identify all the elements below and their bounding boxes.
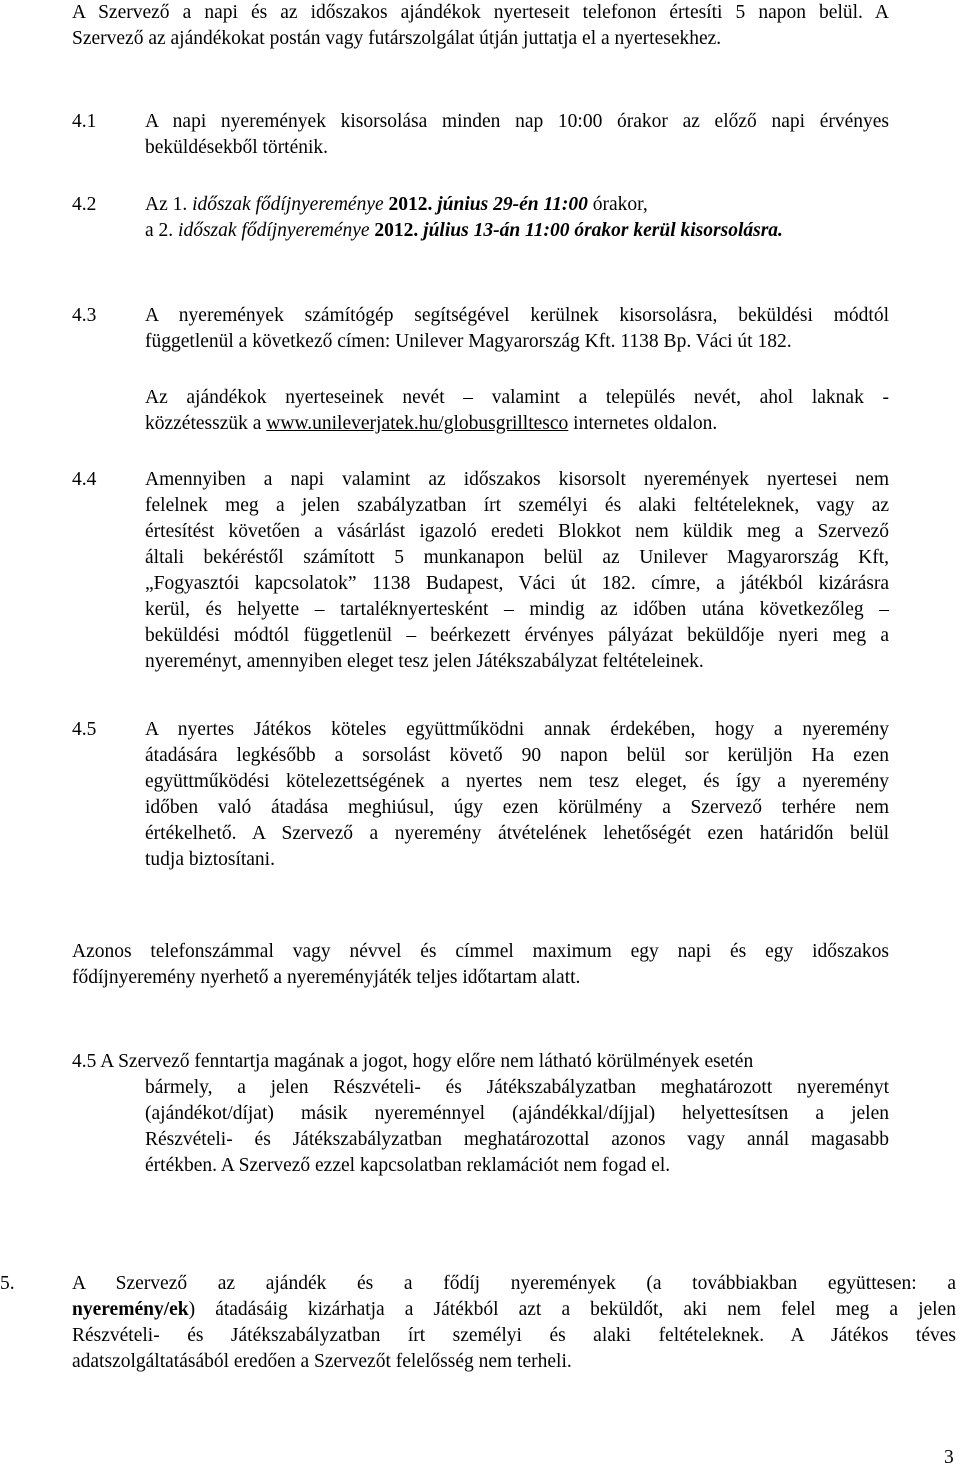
text-run: órakor,: [587, 194, 648, 215]
section-line: [72, 1049, 889, 1075]
text-run: június 29-én 11:00: [437, 194, 588, 215]
section-4-4: [145, 467, 889, 675]
section-line: adatszolgáltatásából eredően a Szervezőt felelősség nem terheli.: [72, 1351, 572, 1372]
section-line: együttműködési kötelezettségének a nyertes nem tesz eleget, és így a nyeremény: [145, 771, 889, 792]
section-line: függetlenül a következő címen: Unilever Magyarország Kft. 1138 Bp. Váci út 182.: [145, 331, 792, 352]
section-4-3-continued: [145, 385, 889, 437]
section-4-5-second-body: [145, 1075, 889, 1179]
section-line: Részvételi- és Játékszabályzatban írt személyi és alaki feltételeknek. A Játékos téves: [72, 1325, 956, 1346]
text-run: Az 1.: [145, 194, 193, 215]
section-line: [145, 411, 889, 437]
section-line: beküldésekből történik.: [145, 137, 329, 158]
section-line: A nyertes Játékos köteles együttműködni annak érdekében, hogy a nyeremény: [145, 719, 889, 740]
section-line: értesítést követően a vásárlást igazoló eredeti Blokkot nem küldik meg a Szervező: [145, 521, 889, 542]
section-number: 4.3: [72, 305, 97, 326]
text-run: 2012.: [374, 220, 424, 241]
section-line: tudja biztosítani.: [145, 849, 275, 870]
section-4-5: [145, 717, 889, 873]
section-line: időben való átadása meghiúsul, úgy ezen körülmény a Szervező terhére nem: [145, 797, 889, 818]
intro-paragraph: [72, 0, 889, 52]
text-run: A Szervező fenntartja magának a jogot, hogy előre nem látható körülmények esetén: [100, 1051, 754, 1072]
text-run: 2012.: [388, 194, 438, 215]
section-line: nyereményt, amennyiben eleget tesz jelen Játékszabályzat feltételeinek.: [145, 651, 704, 672]
section-line: „Fogyasztói kapcsolatok” 1138 Budapest, Váci út 182. címre, a játékból kizárásra: [145, 573, 889, 594]
section-number: 4.2: [72, 194, 97, 215]
text-run: ) átadásáig kizárhatja a Játékból azt a beküldőt, aki nem felel meg a jelen: [188, 1299, 956, 1320]
section-line: Amennyiben a napi valamint az időszakos kisorsolt nyeremények nyertesei nem: [145, 469, 889, 490]
section-4-5-second: [72, 1049, 889, 1075]
website-link[interactable]: www.unileverjatek.hu/globusgrilltesco: [266, 413, 569, 434]
section-line: A Szervező az ajándék és a fődíj nyeremények (a továbbiakban együttesen: a: [72, 1273, 956, 1294]
section-line: általi bekéréstől számított 5 munkanapon belül az Unilever Magyarország Kft,: [145, 547, 889, 568]
paragraph-line: Azonos telefonszámmal vagy névvel és címmel maximum egy napi és egy időszakos: [72, 941, 889, 962]
section-line: kerül, és helyette – tartaléknyertesként – mindig az időben utána következőleg –: [145, 599, 889, 620]
section-5: [72, 1271, 956, 1375]
azonos-paragraph: [72, 939, 889, 991]
section-line: [145, 218, 889, 244]
section-line: értékben. A Szervező ezzel kapcsolatban reklamációt nem fogad el.: [145, 1155, 671, 1176]
section-line: [72, 1297, 956, 1323]
section-line: Az ajándékok nyerteseinek nevét – valamint a település nevét, ahol laknak -: [145, 387, 889, 408]
section-line: felelnek meg a jelen szabályzatban írt személyi és alaki feltételeknek, vagy az: [145, 495, 889, 516]
section-number: 5.: [0, 1273, 15, 1294]
section-number: 4.4: [72, 469, 97, 490]
section-line: beküldési módtól függetlenül – beérkezett érvényes pályázat beküldője nyeri meg a: [145, 625, 889, 646]
section-4-3: [145, 303, 889, 355]
page-number: 3: [944, 1447, 954, 1468]
text-run: időszak fődíjnyereménye: [192, 194, 389, 215]
section-line: értékelhető. A Szervező a nyeremény átvételének lehetőségét ezen határidőn belül: [145, 823, 889, 844]
section-line: [145, 192, 889, 218]
section-line: (ajándékot/díjat) másik nyereménnyel (ajándékkal/díjjal) helyettesítsen a jelen: [145, 1103, 889, 1124]
section-line: Részvételi- és Játékszabályzatban meghatározottal azonos vagy annál magasabb: [145, 1129, 889, 1150]
text-run: közzétesszük a: [145, 413, 267, 434]
section-line: bármely, a jelen Részvételi- és Játékszabályzatban meghatározott nyereményt: [145, 1077, 889, 1098]
paragraph-line: fődíjnyeremény nyerhető a nyereményjáték teljes időtartam alatt.: [72, 967, 581, 988]
text-run: internetes oldalon.: [568, 413, 718, 434]
intro-line: Szervező az ajándékokat postán vagy futárszolgálat útján juttatja el a nyertesekhez.: [72, 28, 722, 49]
text-run: július 13-án 11:00 órakor kerül kisorsolásra.: [423, 220, 783, 241]
text-run: a 2.: [145, 220, 179, 241]
text-run: nyeremény/ek: [72, 1299, 189, 1320]
text-run: időszak fődíjnyereménye: [178, 220, 375, 241]
section-4-1: [145, 109, 889, 161]
section-line: A nyeremények számítógép segítségével kerülnek kisorsolásra, beküldési módtól: [145, 305, 889, 326]
section-number: 4.1: [72, 111, 97, 132]
intro-line: A Szervező a napi és az időszakos ajándékok nyerteseit telefonon értesíti 5 napon belül. A: [72, 2, 889, 23]
section-line: átadására legkésőbb a sorsolást követő 90 napon belül sor kerüljön Ha ezen: [145, 745, 889, 766]
section-number: 4.5: [72, 719, 97, 740]
section-number: 4.5: [72, 1051, 97, 1072]
section-line: A napi nyeremények kisorsolása minden nap 10:00 órakor az előző napi érvényes: [145, 111, 889, 132]
section-4-2: [145, 192, 889, 244]
